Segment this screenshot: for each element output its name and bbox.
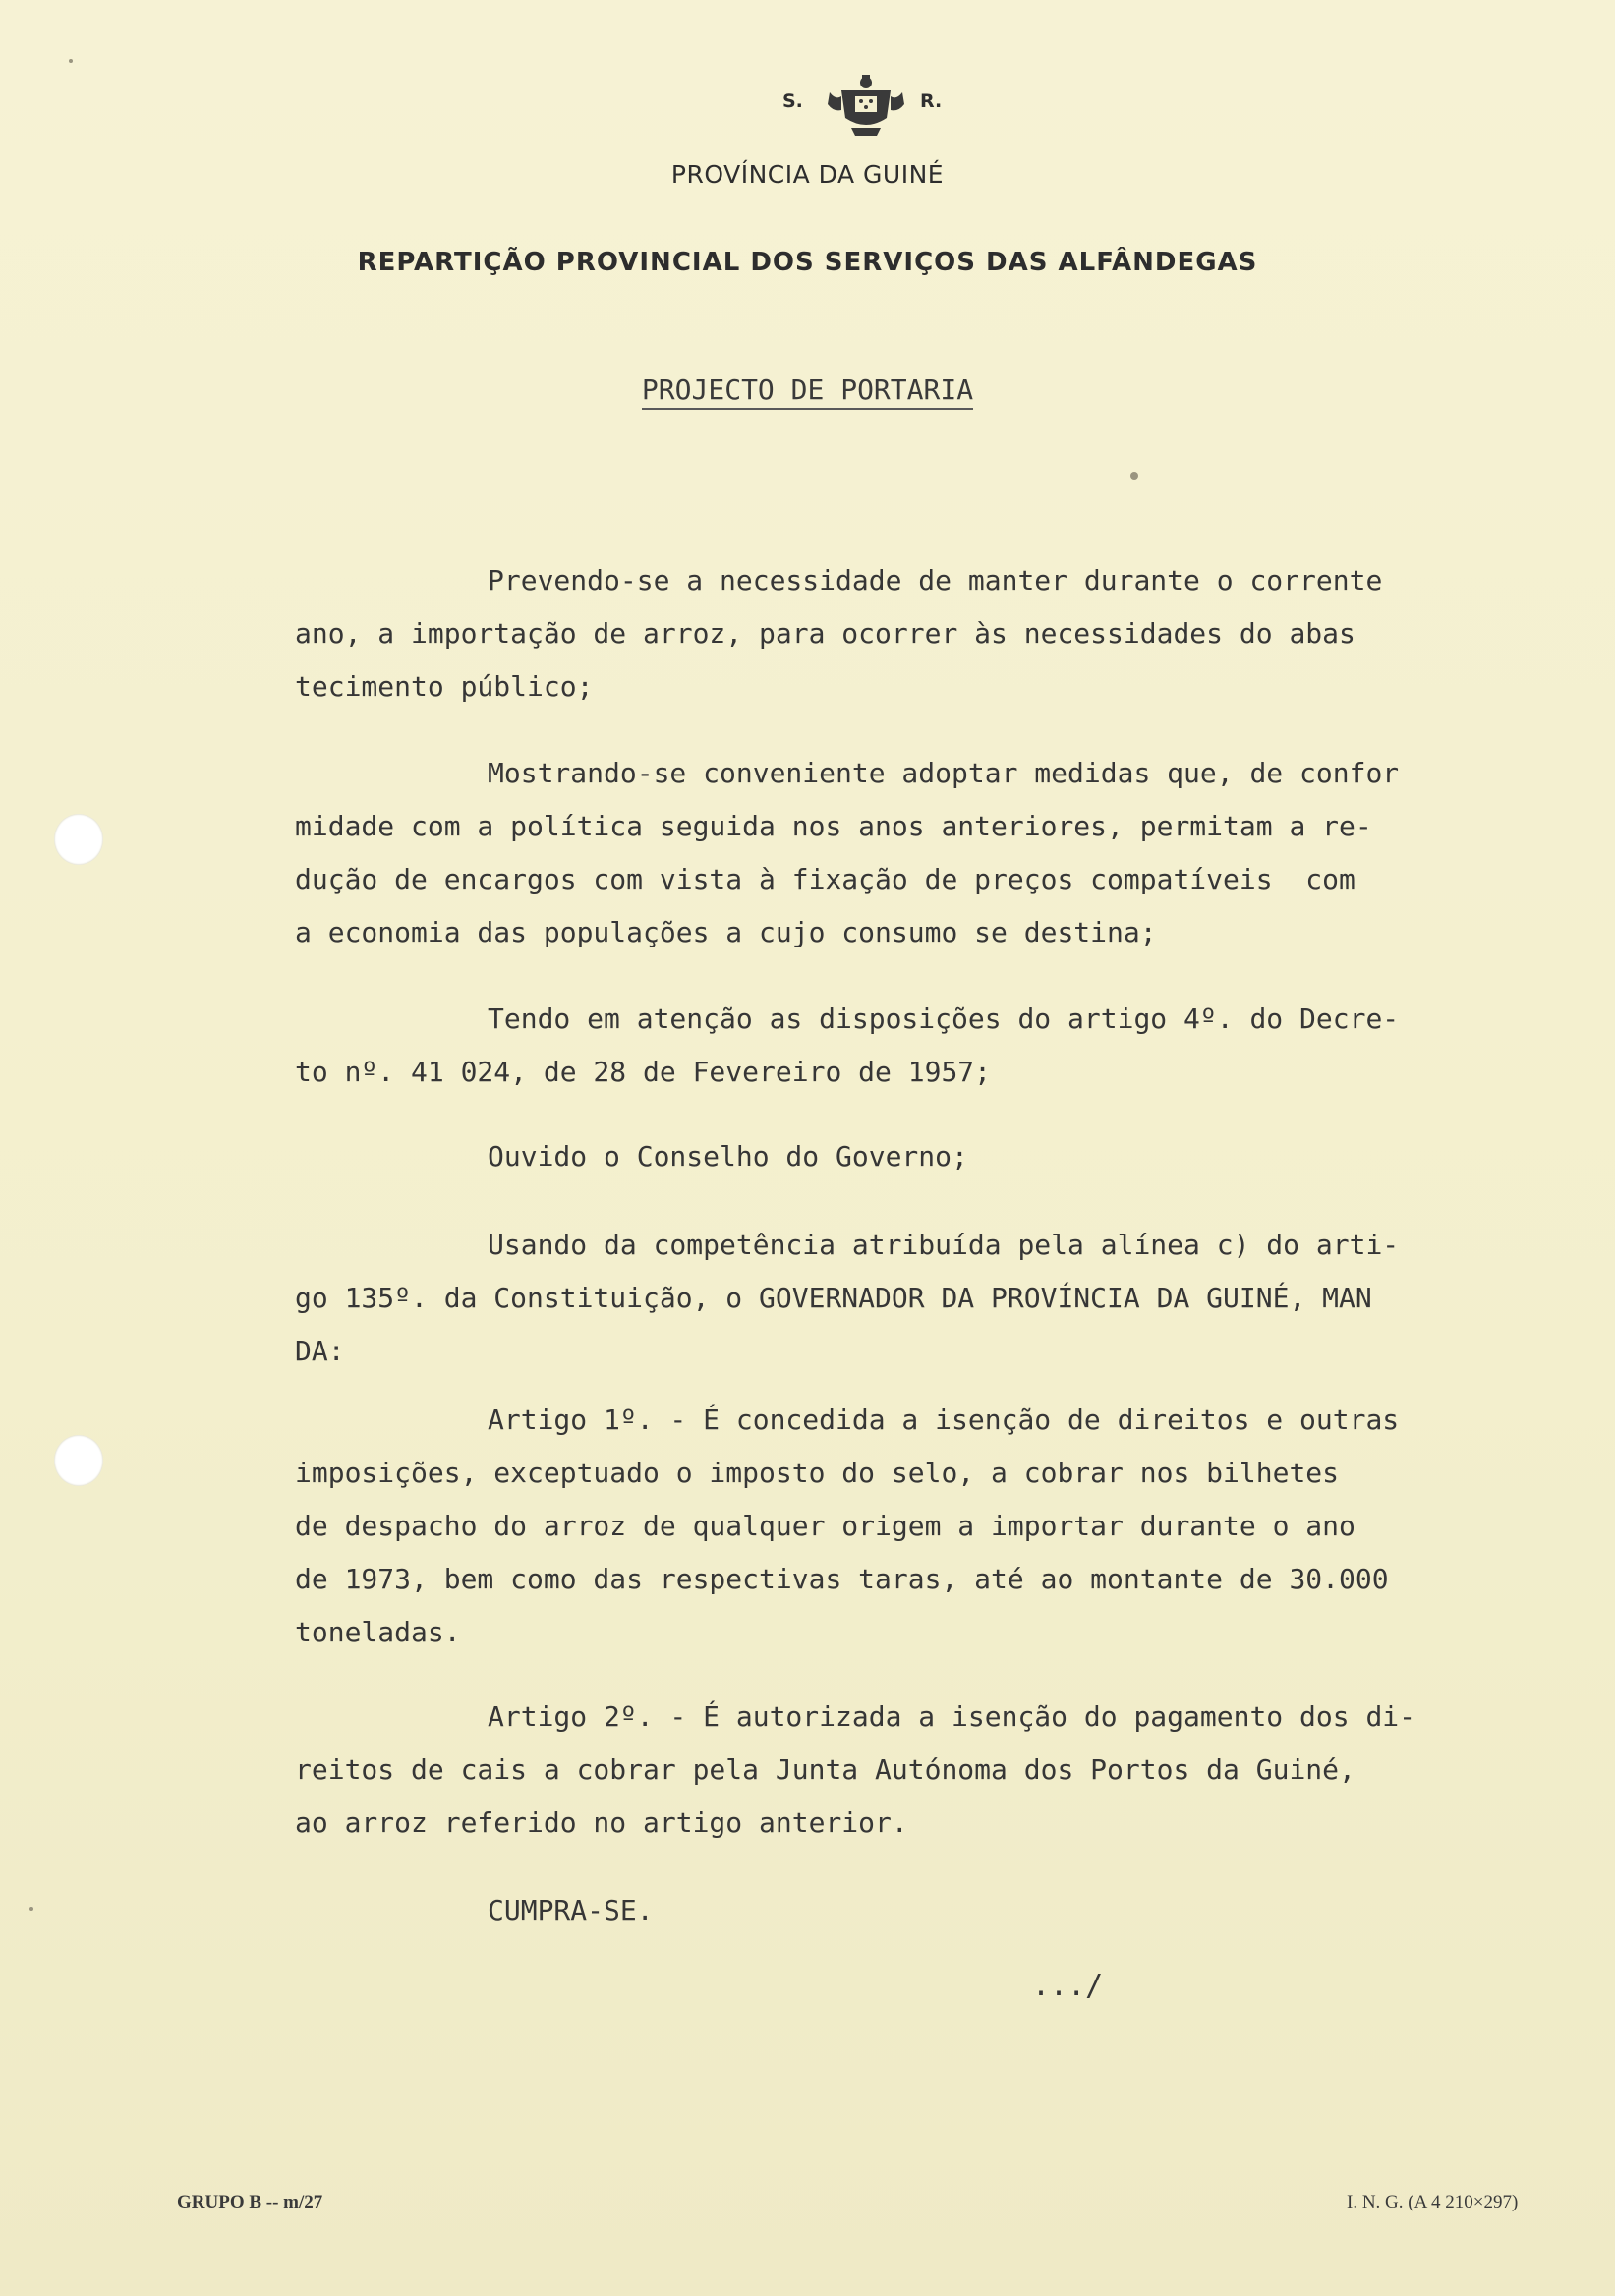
continuation-mark: .../ bbox=[1032, 1969, 1104, 2003]
letterhead-emblem-row bbox=[0, 90, 1615, 149]
coat-of-arms-icon bbox=[822, 71, 910, 140]
text-line: dução de encargos com vista à fixação de preços compatíveis com bbox=[295, 863, 1355, 895]
article-2 bbox=[295, 1691, 1563, 1850]
paper-speck bbox=[69, 59, 73, 63]
text-line: Tendo em atenção as disposições do artigo 4º. do Decre- bbox=[488, 1003, 1400, 1035]
text-line: Usando da competência atribuída pela alínea c) do arti- bbox=[488, 1229, 1400, 1261]
text-line: CUMPRA-SE. bbox=[488, 1894, 654, 1926]
letterhead-s: S. bbox=[782, 90, 803, 112]
article-1 bbox=[295, 1394, 1563, 1659]
text-line: de despacho do arroz de qualquer origem a importar durante o ano bbox=[295, 1510, 1355, 1542]
footer-paper-spec: I. N. G. (A 4 210×297) bbox=[1347, 2192, 1519, 2212]
text-line: tecimento público; bbox=[295, 670, 594, 703]
footer-form-code: GRUPO B -- m/27 bbox=[177, 2192, 323, 2212]
paragraph-3 bbox=[295, 993, 1563, 1099]
document-title-text: PROJECTO DE PORTARIA bbox=[642, 373, 973, 410]
document-title bbox=[0, 373, 1615, 406]
text-line: imposições, exceptuado o imposto do selo, a cobrar nos bilhetes bbox=[295, 1457, 1340, 1489]
text-line: Mostrando-se conveniente adoptar medidas que, de confor bbox=[488, 757, 1400, 789]
text-line: ano, a importação de arroz, para ocorrer às necessidades do abas bbox=[295, 617, 1355, 650]
text-line: to nº. 41 024, de 28 de Fevereiro de 1957; bbox=[295, 1056, 992, 1088]
province-heading: PROVÍNCIA DA GUINÉ bbox=[670, 160, 945, 189]
text-line: go 135º. da Constituição, o GOVERNADOR DA PROVÍNCIA DA GUINÉ, MAN bbox=[295, 1282, 1372, 1314]
paragraph-1 bbox=[295, 554, 1563, 714]
text-line: Artigo 2º. - É autorizada a isenção do pagamento dos di- bbox=[488, 1700, 1416, 1733]
punch-hole bbox=[54, 1435, 103, 1486]
text-line: Artigo 1º. - É concedida a isenção de direitos e outras bbox=[488, 1404, 1400, 1436]
text-line: a economia das populações a cujo consumo se destina; bbox=[295, 916, 1157, 948]
paragraph-5 bbox=[295, 1219, 1563, 1378]
closing-paragraph bbox=[295, 1884, 1563, 1937]
text-line: de 1973, bem como das respectivas taras, até ao montante de 30.000 bbox=[295, 1563, 1389, 1595]
paper-speck bbox=[29, 1907, 33, 1911]
text-line: toneladas. bbox=[295, 1616, 461, 1648]
text-line: reitos de cais a cobrar pela Junta Autónoma dos Portos da Guiné, bbox=[295, 1753, 1355, 1786]
paper-speck bbox=[1130, 472, 1138, 480]
letterhead-r: R. bbox=[920, 90, 943, 112]
text-line: Ouvido o Conselho do Governo; bbox=[488, 1140, 968, 1173]
punch-hole bbox=[54, 814, 103, 865]
text-line: ao arroz referido no artigo anterior. bbox=[295, 1807, 908, 1839]
text-line: midade com a política seguida nos anos anteriores, permitam a re- bbox=[295, 810, 1372, 842]
paragraph-4 bbox=[295, 1130, 1563, 1183]
text-line: DA: bbox=[295, 1335, 345, 1367]
paragraph-2 bbox=[295, 747, 1563, 959]
department-heading: REPARTIÇÃO PROVINCIAL DOS SERVIÇOS DAS ALFÂNDEGAS bbox=[357, 248, 1258, 277]
text-line: Prevendo-se a necessidade de manter durante o corrente bbox=[488, 564, 1383, 597]
